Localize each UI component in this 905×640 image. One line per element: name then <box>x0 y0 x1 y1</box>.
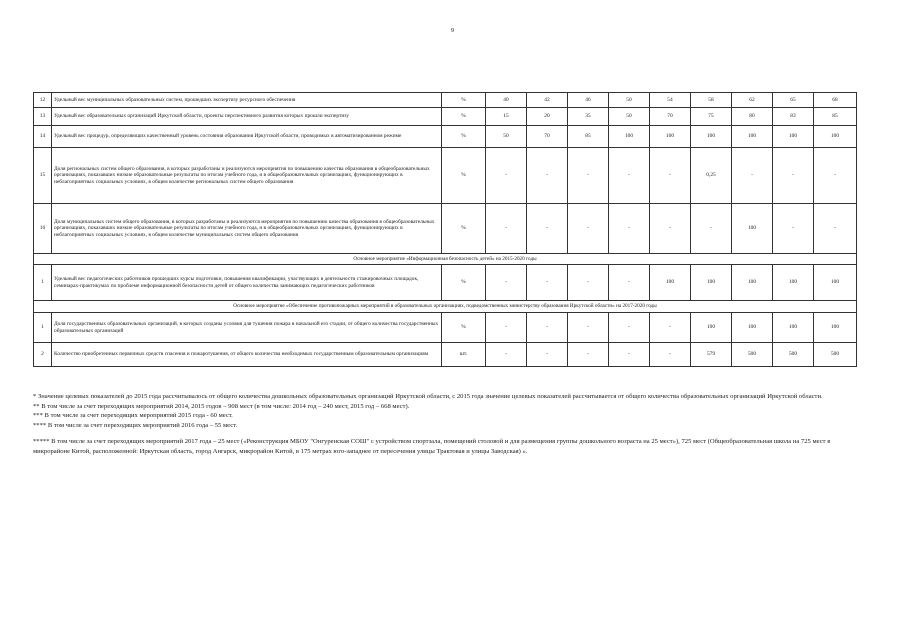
value-cell: - <box>773 148 814 204</box>
value-cell: - <box>650 148 691 204</box>
value-cell: - <box>732 148 773 204</box>
value-cell: 100 <box>691 313 732 343</box>
value-cell: - <box>609 343 650 367</box>
value-cell: 100 <box>732 313 773 343</box>
value-cell: 40 <box>486 93 527 108</box>
value-cell: - <box>814 204 857 254</box>
unit-cell: % <box>442 148 486 204</box>
row-number: 13 <box>34 108 52 126</box>
value-cell: 83 <box>773 108 814 126</box>
value-cell: 50 <box>486 126 527 148</box>
value-cell: 500 <box>814 343 857 367</box>
value-cell: - <box>568 265 609 301</box>
indicator-description: Доля региональных систем общего образования, в которых разработаны и реализуются мероприятия по повышению качества образования в общеобразовательных организациях, показавших низкие образовательные результаты по итогам учебного года, и в общеобразовательных организациях, функционирующих в неблагоприятных социальных условиях, в общем количестве региональных систем общего образования <box>52 148 442 204</box>
value-cell: 50 <box>609 108 650 126</box>
unit-cell: % <box>442 313 486 343</box>
table-body <box>34 93 857 367</box>
value-cell: - <box>568 204 609 254</box>
value-cell: 579 <box>691 343 732 367</box>
value-cell: 35 <box>568 108 609 126</box>
value-cell: 85 <box>814 108 857 126</box>
value-cell: 500 <box>773 343 814 367</box>
table-row <box>34 108 857 126</box>
value-cell: 100 <box>732 265 773 301</box>
table-row <box>34 204 857 254</box>
value-cell: 62 <box>732 93 773 108</box>
value-cell: - <box>486 343 527 367</box>
footnote-1: * Значение целевых показателей до 2015 года рассчитывалось от общего количества дошкольных образовательных организаций Иркутской области, с 2015 года значение целевых показателей рассчитывается от общего количества образовательных организаций Иркутской области. <box>33 393 823 400</box>
footnote-5: ***** В том числе за счет переходящих мероприятий 2017 года – 25 мест («Реконструкция МБОУ "Онгуренская СОШ" с устройством спортзала, помещений столовой и для размещения группы дошкольного возраста на 25 мест»), 725 мест (Общеобразовательная школа на 725 мест в микрорайоне Китой, расположенной: Иркутская область, город Ангарск, микрорайон Китой, в 175 метрах юго-западнее от пересечения улицы Трактовая и улицы Заводская) ». <box>33 438 831 455</box>
row-number: 14 <box>34 126 52 148</box>
value-cell: - <box>609 204 650 254</box>
value-cell: 54 <box>650 93 691 108</box>
value-cell: 100 <box>732 126 773 148</box>
value-cell: 100 <box>691 265 732 301</box>
value-cell: 46 <box>568 93 609 108</box>
footnote-4: **** В том числе за счет переходящих мероприятий 2016 года – 55 мест. <box>33 421 238 429</box>
section-row <box>34 254 857 265</box>
value-cell: - <box>650 204 691 254</box>
value-cell: - <box>691 204 732 254</box>
indicator-description: Удельный вес процедур, определяющих качественный уровень состояния образования Иркутской области, проводимых в автоматизированном режиме <box>52 126 442 148</box>
value-cell: - <box>650 343 691 367</box>
indicator-description: Доля государственных образовательных организаций, в которых созданы условия для тушения пожара в начальной его стадии, от общего количества государственных образовательных организаций <box>52 313 442 343</box>
section-title: Основное мероприятие «Обеспечение противопожарных мероприятий в образовательных организациях, подведомственных министерству образования Иркутской области» на 2017-2020 годы <box>34 301 857 313</box>
value-cell: - <box>486 313 527 343</box>
unit-cell: % <box>442 108 486 126</box>
value-cell: - <box>486 204 527 254</box>
row-number: 15 <box>34 148 52 204</box>
value-cell: 42 <box>527 93 568 108</box>
value-cell: 58 <box>691 93 732 108</box>
value-cell: - <box>527 343 568 367</box>
value-cell: - <box>486 148 527 204</box>
indicator-description: Доля муниципальных систем общего образования, в которых разработаны и реализуются мероприятия по повышению качества образования в общеобразовательных организациях, показавших низкие образовательные результаты по итогам учебного года, и в общеобразовательных организациях, функционирующих в неблагоприятных социальных условиях, в общем количестве муниципальных систем общего образования <box>52 204 442 254</box>
indicators-table <box>33 92 857 367</box>
value-cell: 100 <box>732 204 773 254</box>
value-cell: - <box>609 313 650 343</box>
value-cell: 50 <box>609 93 650 108</box>
value-cell: - <box>527 148 568 204</box>
value-cell: 100 <box>650 126 691 148</box>
row-number: 1 <box>34 265 52 301</box>
unit-cell: % <box>442 265 486 301</box>
value-cell: - <box>527 204 568 254</box>
value-cell: - <box>773 204 814 254</box>
unit-cell: % <box>442 93 486 108</box>
page-number: 9 <box>450 27 455 34</box>
table-row <box>34 126 857 148</box>
value-cell: - <box>527 265 568 301</box>
value-cell: 70 <box>527 126 568 148</box>
value-cell: - <box>814 148 857 204</box>
footnote-3: *** В том числе за счет переходящих мероприятий 2015 года - 60 мест. <box>33 412 233 420</box>
value-cell: 100 <box>773 126 814 148</box>
row-number: 1 <box>34 313 52 343</box>
value-cell: 20 <box>527 108 568 126</box>
table-row <box>34 93 857 108</box>
value-cell: - <box>609 148 650 204</box>
value-cell: 100 <box>691 126 732 148</box>
indicator-description: Удельный вес образовательных организаций Иркутской области, проекты перспективного развития которых прошли экспертизу <box>52 108 442 126</box>
row-number: 2 <box>34 343 52 367</box>
value-cell: - <box>568 313 609 343</box>
footnote-2: ** В том числе за счет переходящих мероприятий 2014, 2015 годов – 908 мест (в том числе: 2014 год – 240 мест, 2015 год – 668 мест). <box>33 402 410 410</box>
value-cell: 100 <box>609 126 650 148</box>
table-row <box>34 313 857 343</box>
indicator-description: Удельный вес педагогических работников прошедших курсы подготовки, повышения квалификации, участвующих в деятельности стажировочных площадок, семинарах-практикумах по проблеме информационной безопасности детей от общего количества занимающих педагогических работников <box>52 265 442 301</box>
value-cell: - <box>568 148 609 204</box>
value-cell: 100 <box>814 126 857 148</box>
section-row <box>34 301 857 313</box>
value-cell: 75 <box>691 108 732 126</box>
value-cell: 100 <box>814 313 857 343</box>
indicator-description: Удельный вес муниципальных образовательных систем, прошедших экспертизу ресурсного обеспечения <box>52 93 442 108</box>
value-cell: - <box>568 343 609 367</box>
value-cell: 100 <box>773 265 814 301</box>
value-cell: - <box>609 265 650 301</box>
indicator-description: Количество приобретенных первичных средств спасения и пожаротушения, от общего количества необходимых государственным образовательным организациям <box>52 343 442 367</box>
value-cell: 80 <box>732 108 773 126</box>
row-number: 16 <box>34 204 52 254</box>
table-row <box>34 343 857 367</box>
table-row <box>34 148 857 204</box>
value-cell: 100 <box>650 265 691 301</box>
value-cell: 65 <box>773 93 814 108</box>
value-cell: 500 <box>732 343 773 367</box>
value-cell: 85 <box>568 126 609 148</box>
value-cell: 68 <box>814 93 857 108</box>
value-cell: 15 <box>486 108 527 126</box>
value-cell: - <box>486 265 527 301</box>
value-cell: 0,25 <box>691 148 732 204</box>
unit-cell: шт. <box>442 343 486 367</box>
footnotes <box>33 392 863 456</box>
value-cell: 100 <box>773 313 814 343</box>
value-cell: - <box>650 313 691 343</box>
section-title: Основное мероприятие «Информационная безопасность детей» на 2015-2020 годы <box>34 254 857 265</box>
value-cell: - <box>527 313 568 343</box>
table-row <box>34 265 857 301</box>
row-number: 12 <box>34 93 52 108</box>
value-cell: 70 <box>650 108 691 126</box>
unit-cell: % <box>442 204 486 254</box>
value-cell: 100 <box>814 265 857 301</box>
unit-cell: % <box>442 126 486 148</box>
